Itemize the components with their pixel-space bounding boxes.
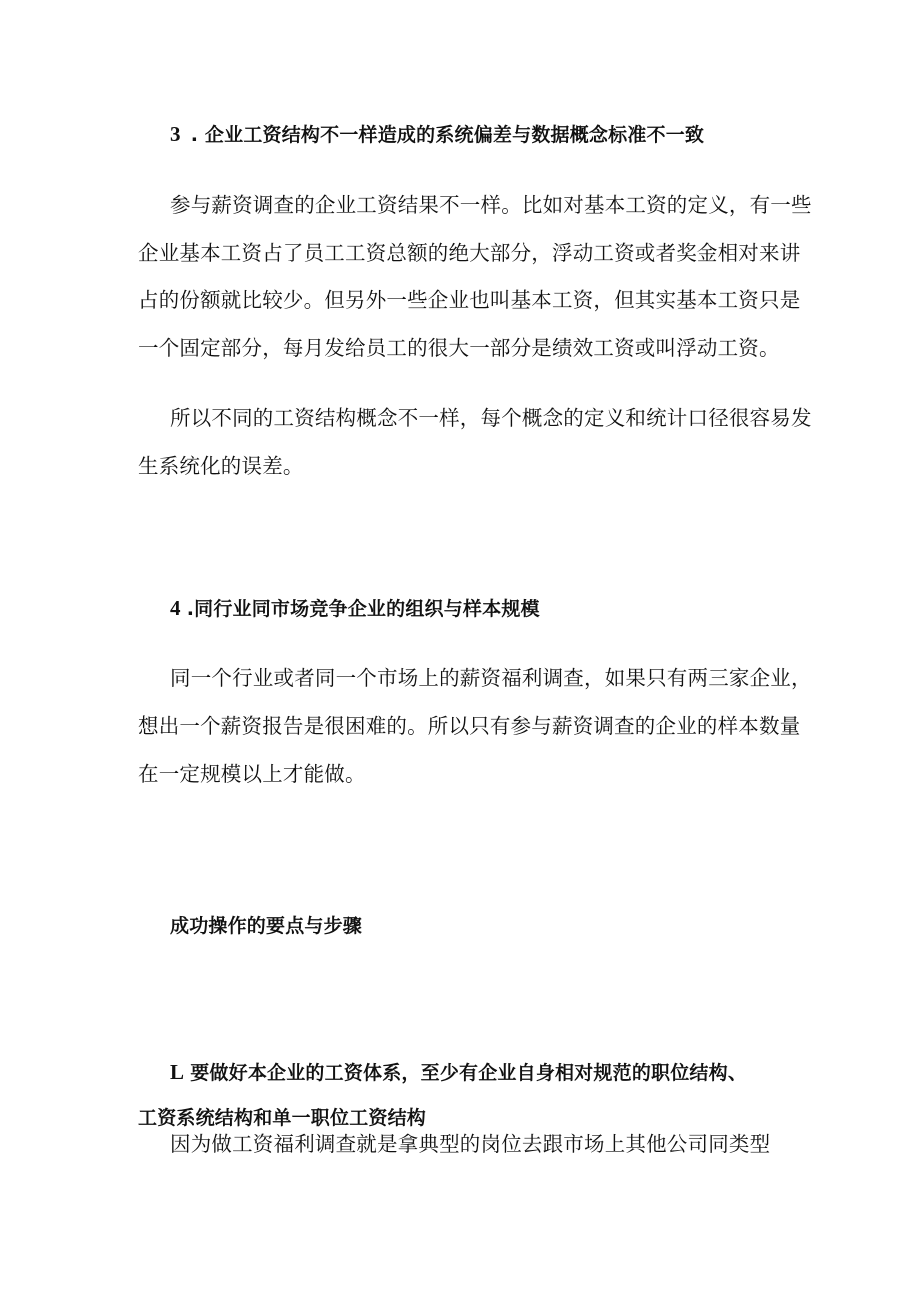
item-number: L <box>170 1060 185 1084</box>
paragraph-line: 占的份额就比较少。但另外一些企业也叫基本工资，但其实基本工资只是 <box>138 288 801 312</box>
paragraph-line: 一个固定部分，每月发给员工的很大一部分是绩效工资或叫浮动工资。 <box>138 336 780 360</box>
paragraph-line: 参与薪资调查的企业工资结果不一样。比如对基本工资的定义，有一些 <box>170 193 812 217</box>
section-3-title: . 企业工资结构不一样造成的系统偏差与数据概念标准不一致 <box>190 124 705 146</box>
section-4-heading <box>170 594 830 623</box>
paragraph-line: 生系统化的误差。 <box>138 454 304 478</box>
paragraph-line: 在一定规模以上才能做。 <box>138 762 366 786</box>
section-4-number: 4 <box>170 596 181 620</box>
item-heading-line1: 要做好本企业的工资体系，至少有企业自身相对规范的职位结构、 <box>190 1062 748 1084</box>
paragraph-line: 所以不同的工资结构概念不一样，每个概念的定义和统计口径很容易发 <box>170 406 812 430</box>
section-3-heading <box>170 120 830 149</box>
item-heading <box>170 1058 830 1087</box>
paragraph-line: 想出一个薪资报告是很困难的。所以只有参与薪资调查的企业的样本数量 <box>138 714 801 738</box>
item-heading-line2: 工资系统结构和单一职位工资结构 <box>138 1107 427 1129</box>
section-3-number: 3 <box>170 122 181 146</box>
section-4-title: .同行业同市场竞争企业的组织与样本规模 <box>186 598 540 620</box>
subtitle: 成功操作的要点与步骤 <box>170 915 363 937</box>
paragraph-line: 同一个行业或者同一个市场上的薪资福利调查，如果只有两三家企业， <box>170 666 812 690</box>
paragraph-line: 企业基本工资占了员工工资总额的绝大部分，浮动工资或者奖金相对来讲 <box>138 241 801 265</box>
paragraph-line: 因为做工资福利调查就是拿典型的岗位去跟市场上其他公司同类型 <box>170 1132 771 1156</box>
